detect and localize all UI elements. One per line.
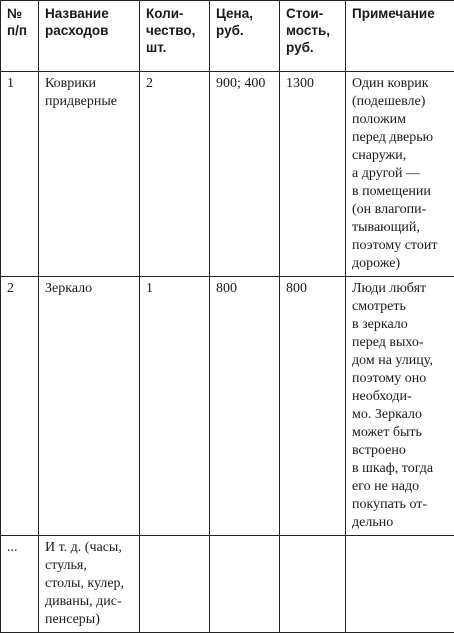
cell-note: Один коврик (подешевле) положим перед дверью снаружи, а другой — в помещении (он влагопи- тывающий, поэтому стоит дороже)	[346, 72, 454, 277]
table-header-row	[1, 1, 454, 72]
cell-expense-name: Коврики придверные	[39, 72, 140, 277]
header-price: Цена, руб.	[210, 1, 280, 72]
table-row	[1, 277, 454, 536]
cell-expense-name: Зеркало	[39, 277, 140, 536]
header-number: № п/п	[1, 1, 39, 72]
cell-price	[210, 536, 280, 633]
cell-quantity: 1	[140, 277, 210, 536]
cell-number: ...	[1, 536, 39, 633]
cell-note	[346, 536, 454, 633]
cell-cost: 1300	[280, 72, 346, 277]
header-quantity: Коли- чество, шт.	[140, 1, 210, 72]
table-row	[1, 536, 454, 633]
table-row	[1, 72, 454, 277]
cell-price: 900; 400	[210, 72, 280, 277]
cell-number: 2	[1, 277, 39, 536]
cell-cost	[280, 536, 346, 633]
cell-expense-name: И т. д. (часы, стулья, столы, кулер, диваны, дис- пенсеры)	[39, 536, 140, 633]
header-cost: Стои- мость, руб.	[280, 1, 346, 72]
cell-number: 1	[1, 72, 39, 277]
cell-quantity	[140, 536, 210, 633]
header-note: Примечание	[346, 1, 454, 72]
cell-note: Люди любят смотреть в зеркало перед выхо- дом на улицу, поэтому оно необходи- мо. Зеркало может быть встроено в шкаф, тогда его не надо покупать от- дельно	[346, 277, 454, 536]
cell-price: 800	[210, 277, 280, 536]
cell-quantity: 2	[140, 72, 210, 277]
cell-cost: 800	[280, 277, 346, 536]
header-expense-name: Название расходов	[39, 1, 140, 72]
